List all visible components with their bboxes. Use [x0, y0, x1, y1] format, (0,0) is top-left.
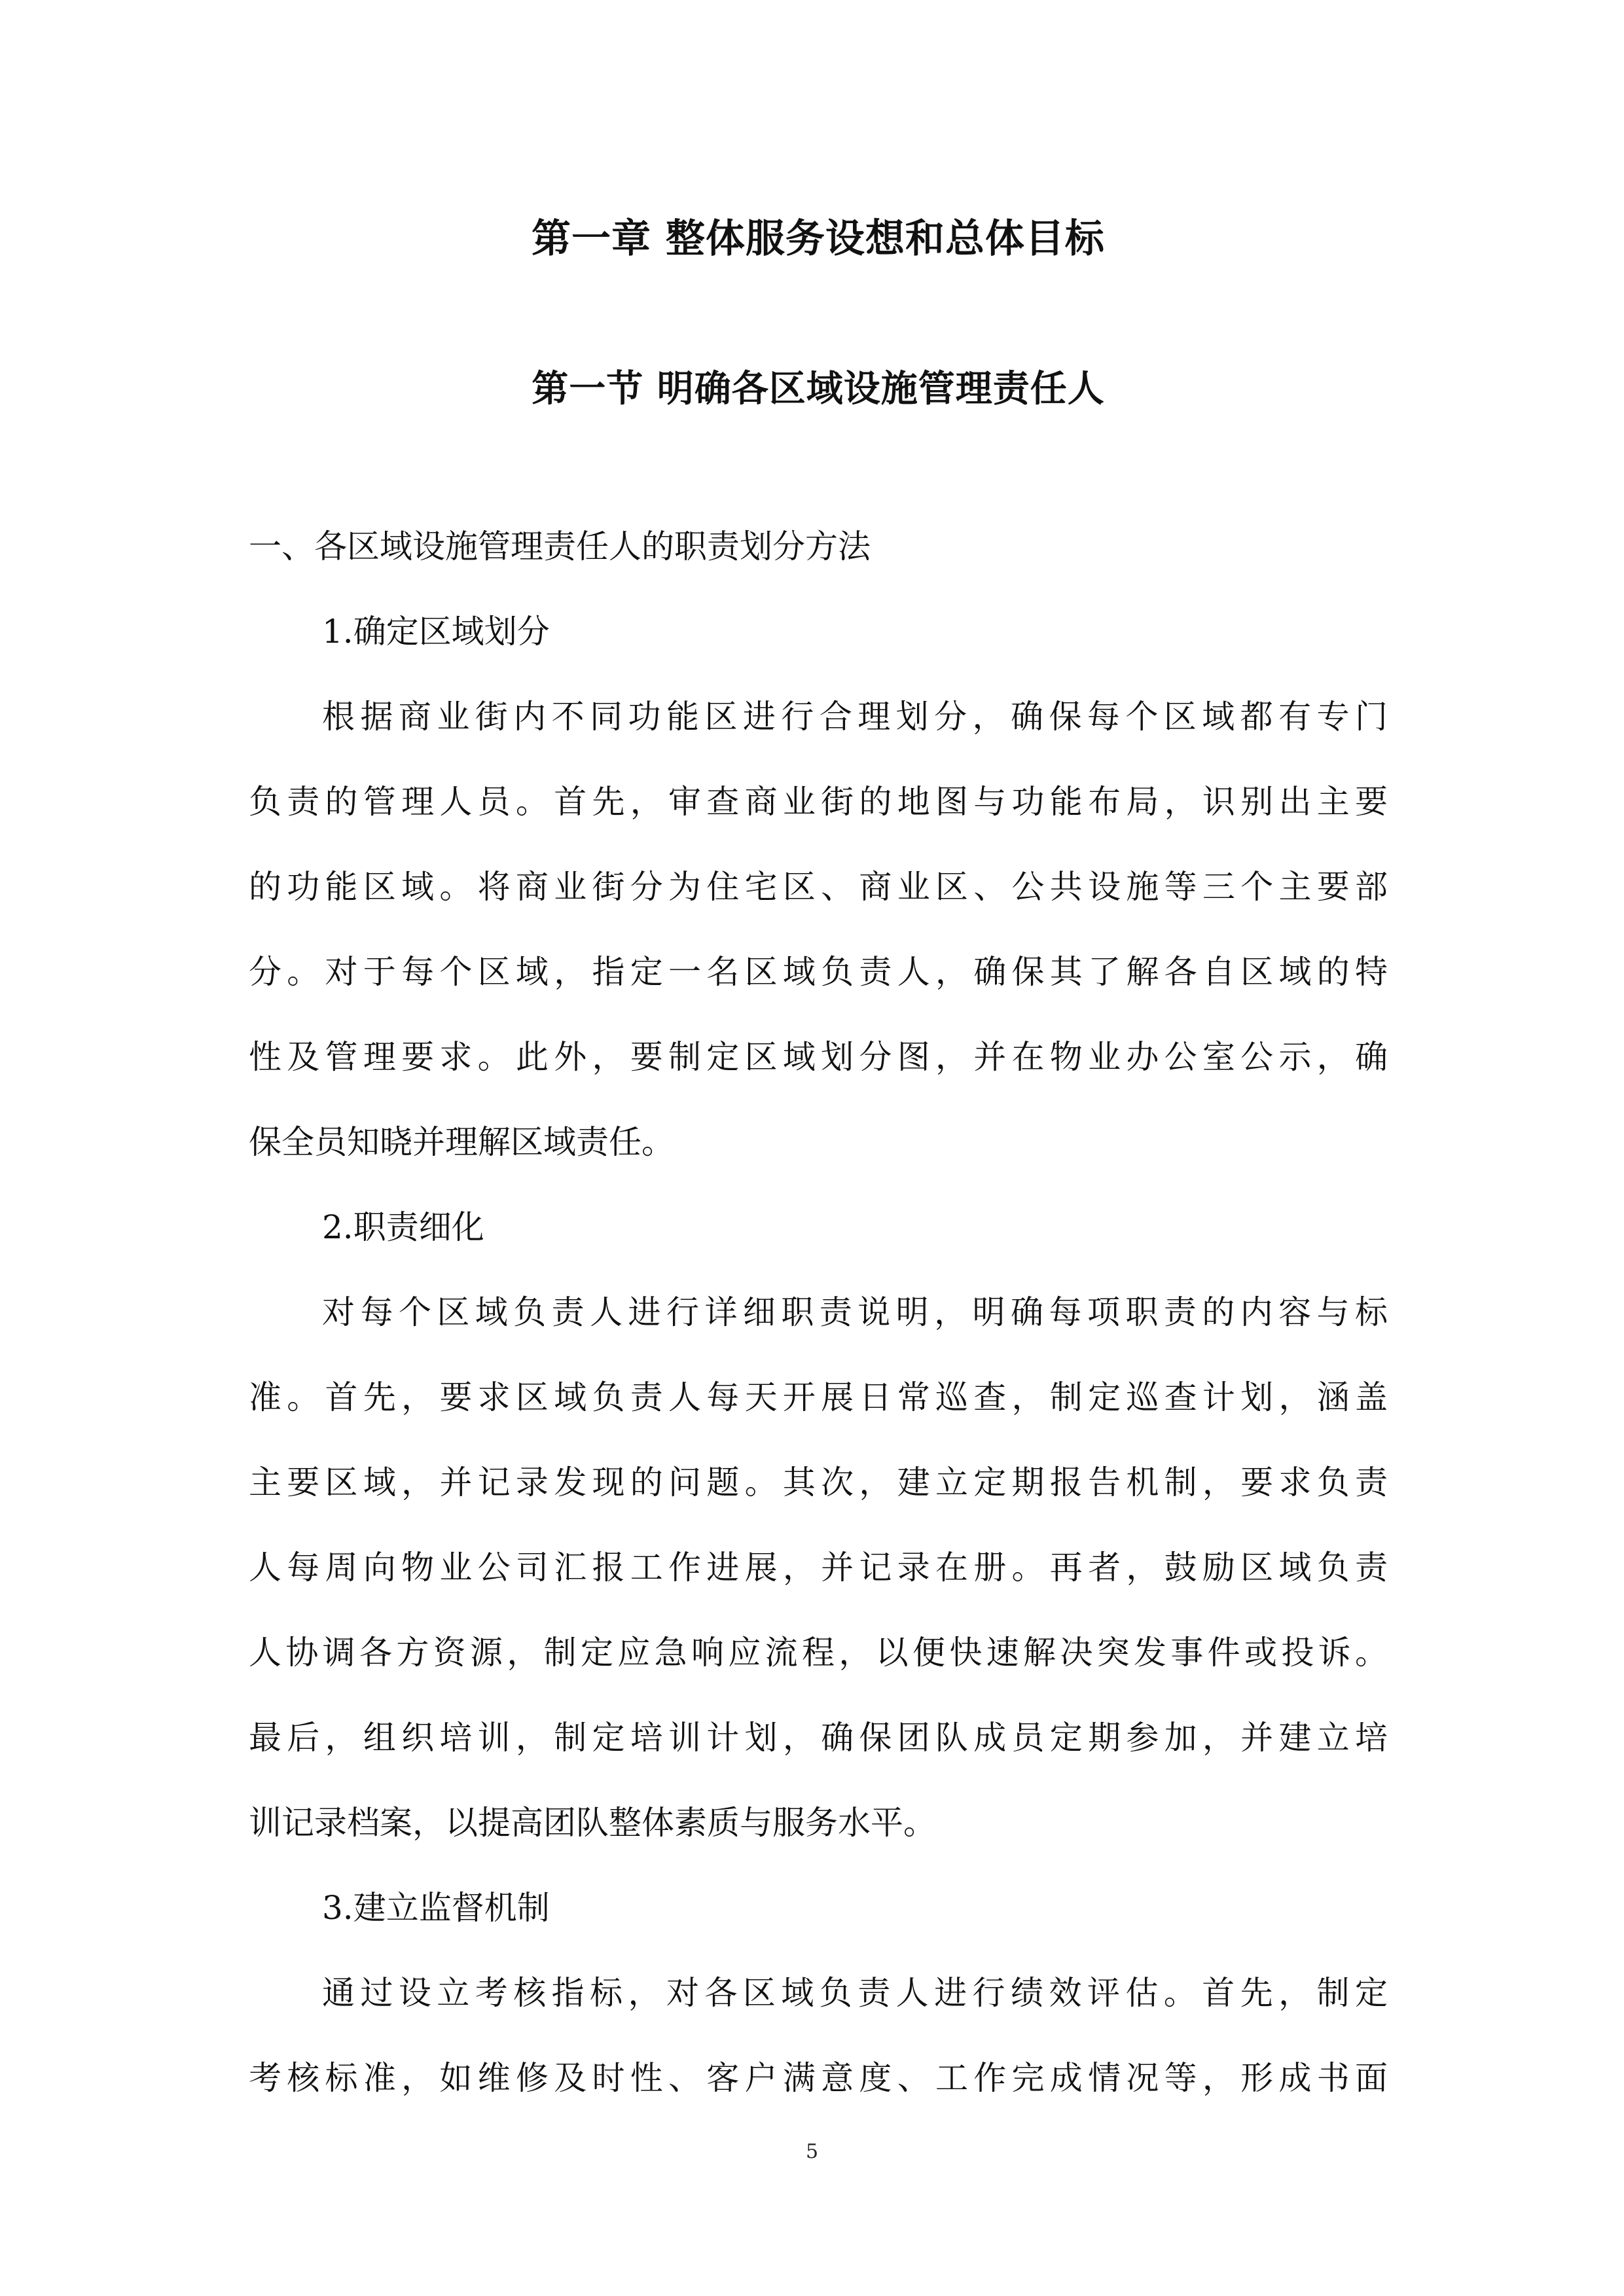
paragraph-line: 人每周向物业公司汇报工作进展，并记录在册。再者，鼓励区域负责: [249, 1549, 1388, 1587]
paragraph-line: 训记录档案，以提高团队整体素质与服务水平。: [249, 1804, 936, 1842]
heading-1: 一、各区域设施管理责任人的职责划分方法: [249, 528, 871, 565]
subsection-title-3: 3.建立监督机制: [322, 1889, 550, 1927]
section-title: 第一节 明确各区域设施管理责任人: [532, 368, 1105, 410]
paragraph-line: 的功能区域。将商业街分为住宅区、商业区、公共设施等三个主要部: [249, 868, 1388, 906]
paragraph-line: 性及管理要求。此外，要制定区域划分图，并在物业办公室公示，确: [249, 1038, 1388, 1076]
paragraph-line: 保全员知晓并理解区域责任。: [249, 1123, 674, 1161]
paragraph-line: 最后，组织培训，制定培训计划，确保团队成员定期参加，并建立培: [249, 1719, 1388, 1757]
paragraph-line: 通过设立考核指标，对各区域负责人进行绩效评估。首先，制定: [322, 1974, 1388, 2012]
paragraph-line: 人协调各方资源，制定应急响应流程，以便快速解决突发事件或投诉。: [249, 1634, 1388, 1672]
paragraph-line: 对每个区域负责人进行详细职责说明，明确每项职责的内容与标: [322, 1293, 1388, 1331]
paragraph-line: 主要区域，并记录发现的问题。其次，建立定期报告机制，要求负责: [249, 1463, 1388, 1501]
chapter-title: 第一章 整体服务设想和总体目标: [532, 216, 1105, 262]
page-number: 5: [805, 2140, 819, 2163]
subsection-title-2: 2.职责细化: [322, 1208, 484, 1246]
paragraph-2: [249, 1270, 1388, 1865]
paragraph-line: 分。对于每个区域，指定一名区域负责人，确保其了解各自区域的特: [249, 953, 1388, 991]
paragraph-1: [249, 674, 1388, 1185]
subsection-title-1: 1.确定区域划分: [322, 613, 550, 651]
paragraph-line: 负责的管理人员。首先，审查商业街的地图与功能布局，识别出主要: [249, 783, 1388, 821]
paragraph-3: [249, 1950, 1388, 2121]
paragraph-line: 考核标准，如维修及时性、客户满意度、工作完成情况等，形成书面: [249, 2059, 1388, 2097]
paragraph-line: 根据商业街内不同功能区进行合理划分，确保每个区域都有专门: [322, 698, 1388, 736]
paragraph-line: 准。首先，要求区域负责人每天开展日常巡查，制定巡查计划，涵盖: [249, 1378, 1388, 1416]
document-body: [249, 504, 1388, 2121]
